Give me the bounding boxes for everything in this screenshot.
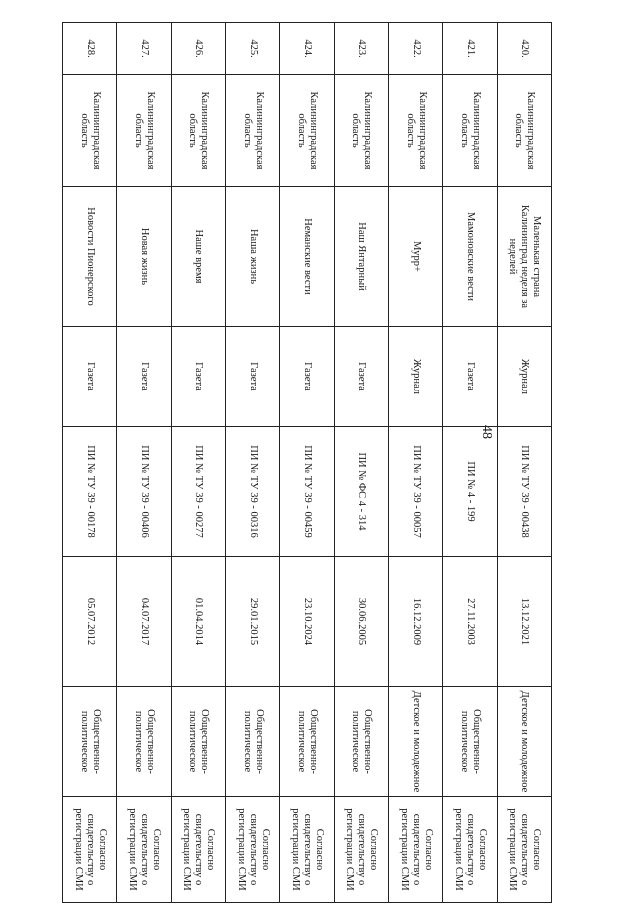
media-name-cell: Мамоновские вести <box>443 187 497 327</box>
distribution-territory-cell: Согласно свидетельству о регистрации СМИ <box>497 797 551 903</box>
distribution-territory-cell: Согласно свидетельству о регистрации СМИ <box>334 797 388 903</box>
specialization-cell: Детское и молодежное <box>497 687 551 797</box>
media-name-cell: Маленькая страна Калининград неделя за неделей <box>497 187 551 327</box>
media-name-cell: Наше время <box>171 187 225 327</box>
table-row <box>280 23 334 903</box>
row-number-cell: 426. <box>171 23 225 75</box>
page-number: 48 <box>479 425 494 439</box>
specialization-cell: Общественно-политическое <box>443 687 497 797</box>
distribution-territory-cell: Согласно свидетельству о регистрации СМИ <box>171 797 225 903</box>
registration-date-cell: 01.04.2014 <box>171 557 225 687</box>
registration-number-cell: ПИ № 4 - 199 <box>443 427 497 557</box>
registration-date-cell: 13.12.2021 <box>497 557 551 687</box>
distribution-form-cell: Газета <box>334 327 388 427</box>
distribution-territory-cell: Согласно свидетельству о регистрации СМИ <box>443 797 497 903</box>
distribution-form-cell: Журнал <box>497 327 551 427</box>
table-row <box>497 23 551 903</box>
registration-date-cell: 29.01.2015 <box>226 557 280 687</box>
row-number-cell: 428. <box>63 23 117 75</box>
region-cell: Калининградская область <box>389 75 443 187</box>
document-body <box>62 22 552 902</box>
table-row <box>171 23 225 903</box>
distribution-territory-cell: Согласно свидетельству о регистрации СМИ <box>389 797 443 903</box>
distribution-territory-cell: Согласно свидетельству о регистрации СМИ <box>117 797 171 903</box>
region-cell: Калининградская область <box>443 75 497 187</box>
specialization-cell: Общественно-политическое <box>117 687 171 797</box>
row-number-cell: 421. <box>443 23 497 75</box>
specialization-cell: Общественно-политическое <box>334 687 388 797</box>
registration-date-cell: 23.10.2024 <box>280 557 334 687</box>
registration-date-cell: 05.07.2012 <box>63 557 117 687</box>
region-cell: Калининградская область <box>334 75 388 187</box>
media-name-cell: Неманские вести <box>280 187 334 327</box>
registration-date-cell: 27.11.2003 <box>443 557 497 687</box>
region-cell: Калининградская область <box>226 75 280 187</box>
specialization-cell: Общественно-политическое <box>280 687 334 797</box>
media-name-cell: Новая жизнь <box>117 187 171 327</box>
registration-number-cell: ПИ № ТУ 39 - 00277 <box>171 427 225 557</box>
specialization-cell: Общественно-политическое <box>171 687 225 797</box>
distribution-form-cell: Газета <box>280 327 334 427</box>
registration-number-cell: ПИ № ТУ 39 - 00057 <box>389 427 443 557</box>
registration-number-cell: ПИ № ТУ 39 - 00459 <box>280 427 334 557</box>
row-number-cell: 423. <box>334 23 388 75</box>
table-row <box>63 23 117 903</box>
distribution-form-cell: Газета <box>117 327 171 427</box>
table-row <box>117 23 171 903</box>
row-number-cell: 422. <box>389 23 443 75</box>
media-name-cell: Мурр+ <box>389 187 443 327</box>
region-cell: Калининградская область <box>280 75 334 187</box>
registration-number-cell: ПИ № ТУ 39 - 00438 <box>497 427 551 557</box>
media-name-cell: Наша жизнь <box>226 187 280 327</box>
distribution-form-cell: Газета <box>63 327 117 427</box>
media-name-cell: Наш Янтарный <box>334 187 388 327</box>
registration-date-cell: 30.06.2005 <box>334 557 388 687</box>
registration-number-cell: ПИ № ТУ 39 - 00406 <box>117 427 171 557</box>
registration-number-cell: ПИ № ТУ 39 - 00178 <box>63 427 117 557</box>
media-name-cell: Новости Пионерского <box>63 187 117 327</box>
specialization-cell: Общественно-политическое <box>63 687 117 797</box>
distribution-territory-cell: Согласно свидетельству о регистрации СМИ <box>63 797 117 903</box>
registration-date-cell: 16.12.2009 <box>389 557 443 687</box>
row-number-cell: 427. <box>117 23 171 75</box>
distribution-form-cell: Газета <box>226 327 280 427</box>
row-number-cell: 420. <box>497 23 551 75</box>
table-row <box>389 23 443 903</box>
distribution-form-cell: Газета <box>443 327 497 427</box>
distribution-form-cell: Журнал <box>389 327 443 427</box>
region-cell: Калининградская область <box>63 75 117 187</box>
region-cell: Калининградская область <box>171 75 225 187</box>
row-number-cell: 425. <box>226 23 280 75</box>
distribution-territory-cell: Согласно свидетельству о регистрации СМИ <box>280 797 334 903</box>
table-row <box>334 23 388 903</box>
table-row <box>443 23 497 903</box>
distribution-territory-cell: Согласно свидетельству о регистрации СМИ <box>226 797 280 903</box>
registration-number-cell: ПИ № ФС 4 - 314 <box>334 427 388 557</box>
region-cell: Калининградская область <box>117 75 171 187</box>
distribution-form-cell: Газета <box>171 327 225 427</box>
media-registry-table <box>62 22 552 903</box>
region-cell: Калининградская область <box>497 75 551 187</box>
registration-number-cell: ПИ № ТУ 39 - 00316 <box>226 427 280 557</box>
specialization-cell: Общественно-политическое <box>226 687 280 797</box>
specialization-cell: Детское и молодежное <box>389 687 443 797</box>
table-row <box>226 23 280 903</box>
registration-date-cell: 04.07.2017 <box>117 557 171 687</box>
row-number-cell: 424. <box>280 23 334 75</box>
